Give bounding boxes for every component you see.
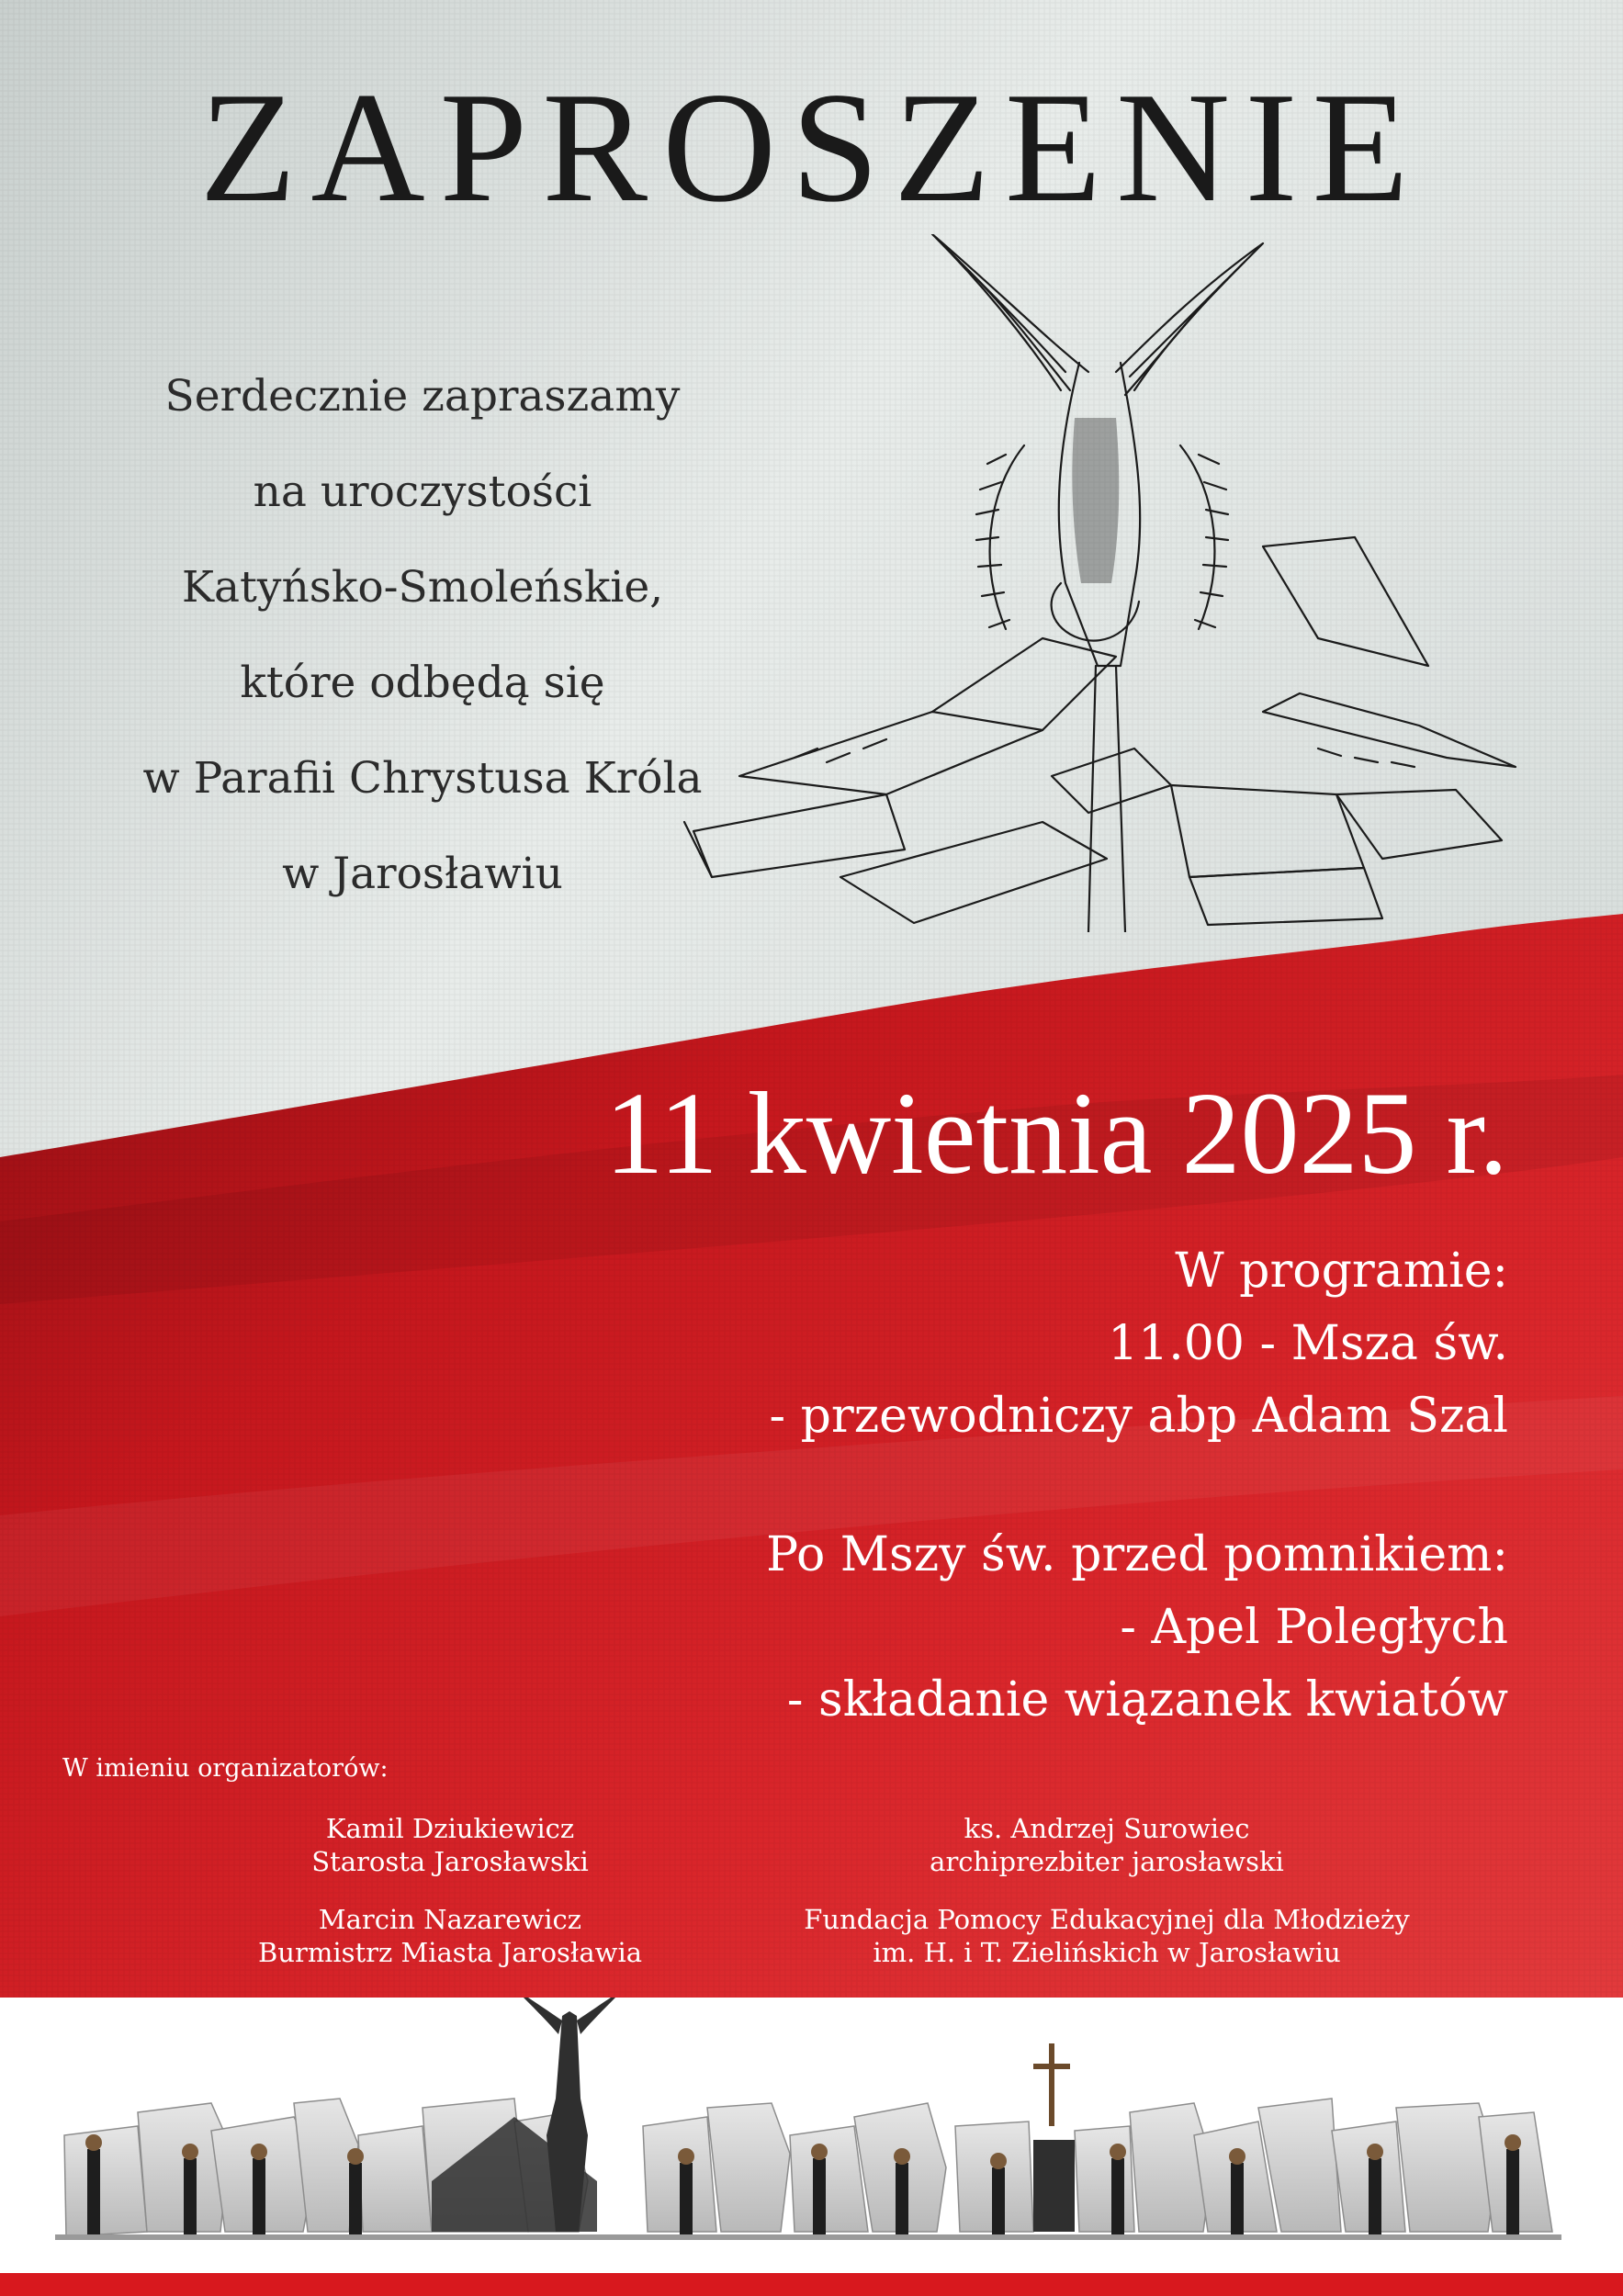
- organizers-heading: W imieniu organizatorów:: [62, 1754, 389, 1783]
- memorial-panorama-icon: [0, 1998, 1623, 2296]
- intro-line: na uroczystości: [253, 467, 592, 517]
- organizer-role: Starosta Jarosławski: [311, 1846, 589, 1877]
- intro-line: w Jarosławiu: [282, 849, 563, 899]
- organizer-starosta: [266, 1812, 634, 1878]
- intro-line: Serdecznie zapraszamy: [164, 371, 681, 422]
- program-item-apel: - Apel Poległych: [1120, 1600, 1508, 1655]
- organizer-name: Marcin Nazarewicz: [318, 1904, 582, 1935]
- organizer-role: im. H. i T. Zielińskich w Jarosławiu: [873, 1937, 1341, 1968]
- organizer-role: Burmistrz Miasta Jarosławia: [257, 1937, 643, 1968]
- event-date: 11 kwietnia 2025 r.: [604, 1068, 1508, 1199]
- invitation-title: ZAPROSZENIE: [199, 61, 1424, 235]
- intro-line: które odbędą się: [240, 658, 605, 708]
- bottom-red-bar: [0, 2273, 1623, 2296]
- intro-line: w Parafii Chrystusa Króla: [142, 753, 703, 804]
- program-presider: - przewodniczy abp Adam Szal: [769, 1389, 1508, 1444]
- program-after-mass: Po Mszy św. przed pomnikiem:: [766, 1527, 1508, 1582]
- organizer-foundation: [767, 1903, 1447, 1969]
- program-mass-time: 11.00 - Msza św.: [1108, 1316, 1508, 1371]
- program-spacer: [766, 1453, 1508, 1519]
- organizer-archiprezbiter: [831, 1812, 1382, 1878]
- intro-line: Katyńsko-Smoleńskie,: [181, 562, 664, 613]
- eagle-monument-sketch-icon: [657, 234, 1538, 932]
- organizer-burmistrz: [230, 1903, 671, 1969]
- organizer-name: Fundacja Pomocy Edukacyjnej dla Młodzieży: [804, 1904, 1410, 1935]
- program-item-wreaths: - składanie wiązanek kwiatów: [786, 1672, 1508, 1728]
- organizer-name: Kamil Dziukiewicz: [325, 1813, 575, 1844]
- memorial-panorama: [0, 1998, 1623, 2296]
- organizer-role: archiprezbiter jarosławski: [930, 1846, 1284, 1877]
- program-section: [766, 1235, 1508, 1737]
- organizer-name: ks. Andrzej Surowiec: [964, 1813, 1250, 1844]
- program-heading: W programie:: [1175, 1244, 1508, 1299]
